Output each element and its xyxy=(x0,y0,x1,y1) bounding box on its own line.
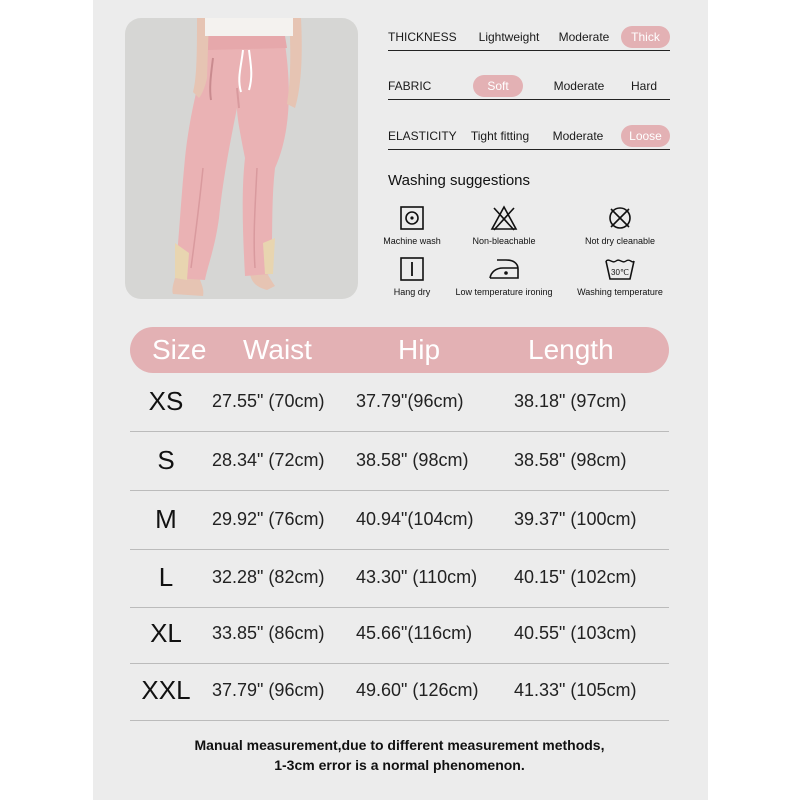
waist-value: 33.85" (86cm) xyxy=(212,623,325,643)
waist-value: 28.34" (72cm) xyxy=(212,450,325,470)
measurement-note-line-1: Manual measurement,due to different measurement methods, xyxy=(194,737,605,753)
hip-value: 40.94"(104cm) xyxy=(356,509,474,529)
size-row-m xyxy=(130,492,669,550)
divider xyxy=(388,149,670,150)
hip-value: 38.58" (98cm) xyxy=(356,450,469,470)
header-size: Size xyxy=(152,334,207,365)
size-label: XS xyxy=(148,386,184,416)
option-soft-selected: Soft xyxy=(473,75,523,97)
size-row-xxl xyxy=(130,663,669,721)
row-divider xyxy=(130,490,669,491)
hang-dry-icon xyxy=(398,255,426,283)
hip-value: 43.30" (110cm) xyxy=(356,567,478,587)
washing-title: Washing suggestions xyxy=(388,172,531,189)
machine-wash-icon xyxy=(398,204,426,232)
attribute-row-fabric xyxy=(388,75,670,99)
wash-item-not-dry-clean xyxy=(565,204,675,246)
wash-caption: Washing temperature xyxy=(577,287,663,297)
hip-value: 45.66"(116cm) xyxy=(356,623,473,643)
size-row-xl xyxy=(130,606,669,664)
row-divider xyxy=(130,720,669,721)
option-moderate: Moderate xyxy=(558,30,610,44)
size-row-s xyxy=(130,433,669,491)
option-moderate: Moderate xyxy=(552,129,604,143)
wash-temperature-value: 30℃ xyxy=(611,268,629,277)
attribute-label: FABRIC xyxy=(388,79,432,93)
waist-value: 32.28" (82cm) xyxy=(212,567,325,587)
option-tight-fitting: Tight fitting xyxy=(470,129,530,143)
size-table-header xyxy=(130,327,669,373)
wash-temperature-icon xyxy=(603,255,637,283)
option-thick-selected: Thick xyxy=(621,26,670,48)
header-length: Length xyxy=(528,334,614,365)
product-photo xyxy=(125,18,358,299)
size-row-l xyxy=(130,550,669,608)
wash-item-low-temp-iron xyxy=(449,255,559,297)
size-label: S xyxy=(157,445,175,475)
size-label: XL xyxy=(150,618,182,648)
wash-caption: Hang dry xyxy=(393,287,431,297)
hip-value: 49.60" (126cm) xyxy=(356,680,479,700)
length-value: 40.15" (102cm) xyxy=(514,567,637,587)
row-divider xyxy=(130,431,669,432)
hip-value: 37.79"(96cm) xyxy=(356,391,464,411)
measurement-note-line-2: 1-3cm error is a normal phenomenon. xyxy=(274,757,525,773)
waist-value: 27.55" (70cm) xyxy=(212,391,325,411)
attribute-row-elasticity xyxy=(388,125,670,149)
size-label: M xyxy=(155,504,177,534)
header-hip: Hip xyxy=(398,334,441,365)
wash-caption: Low temperature ironing xyxy=(455,287,553,297)
divider xyxy=(388,50,670,51)
size-label: L xyxy=(158,562,174,592)
length-value: 38.58" (98cm) xyxy=(514,450,627,470)
size-label: XXL xyxy=(141,675,191,705)
non-bleachable-icon xyxy=(490,204,518,232)
option-loose-selected: Loose xyxy=(621,125,670,147)
length-value: 38.18" (97cm) xyxy=(514,391,627,411)
attribute-label: THICKNESS xyxy=(388,30,457,44)
waist-value: 37.79" (96cm) xyxy=(212,680,325,700)
attribute-row-thickness xyxy=(388,26,670,50)
option-lightweight: Lightweight xyxy=(478,30,540,44)
option-moderate: Moderate xyxy=(553,79,605,93)
size-row-xs xyxy=(130,374,669,432)
wash-caption: Not dry cleanable xyxy=(584,236,656,246)
wash-caption: Non-bleachable xyxy=(472,236,536,246)
wash-caption: Machine wash xyxy=(383,236,441,246)
attribute-label: ELASTICITY xyxy=(388,129,457,143)
length-value: 41.33" (105cm) xyxy=(514,680,637,700)
waist-value: 29.92" (76cm) xyxy=(212,509,325,529)
option-hard: Hard xyxy=(630,79,657,93)
header-waist: Waist xyxy=(243,334,312,365)
length-value: 40.55" (103cm) xyxy=(514,623,637,643)
wash-item-wash-temperature xyxy=(565,255,675,297)
not-dry-clean-icon xyxy=(606,204,634,232)
divider xyxy=(388,99,670,100)
wash-item-non-bleachable xyxy=(449,204,559,246)
low-temp-iron-icon xyxy=(487,255,521,283)
length-value: 39.37" (100cm) xyxy=(514,509,637,529)
